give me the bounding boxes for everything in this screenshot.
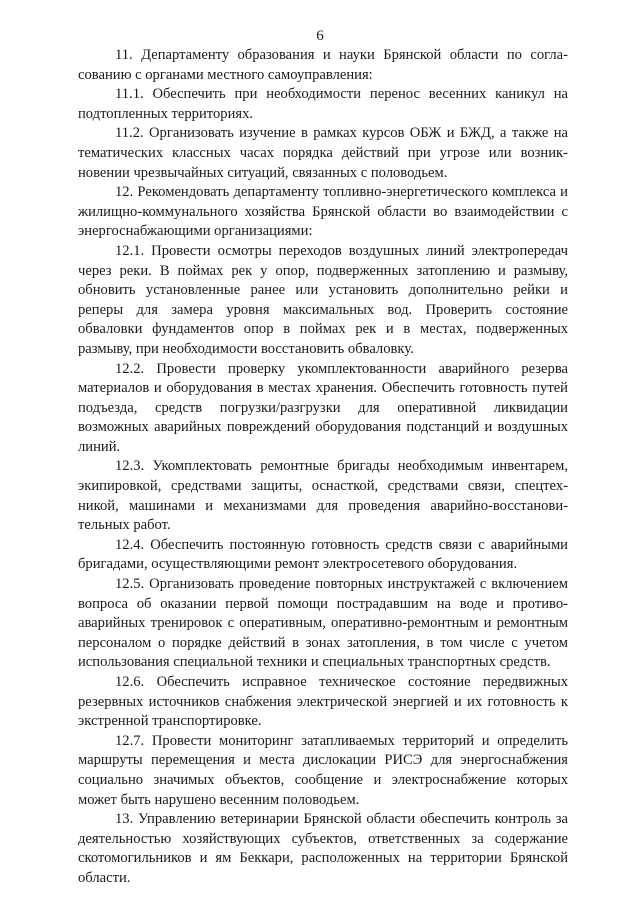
paragraph-12-5: 12.5. Организовать проведение повторных инструктажей с включением вопроса об оказании первой помощи пострадавшим на воде и противо-аварийных тренировок с оперативным, оперативно-ремонтным и ремонтным персоналом о порядке действий в зонах затопления, в том числе с учетом использования специальной техники и специальных транспортных средств. <box>78 576 568 671</box>
paragraph-12-2: 12.2. Провести проверку укомплектованности аварийного резерва материалов и оборудования в местах хранения. Обеспечить готовность путей подъезда, средств погрузки/разгрузки для оперативной ликвидации возможных аварийных повреждений оборудования подстанций и воздушных линий. <box>78 360 568 455</box>
paragraph-11-1: 11.1. Обеспечить при необходимости перенос весенних каникул на подтопленных территориях. <box>78 86 568 122</box>
paragraph-12-4: 12.4. Обеспечить постоянную готовность средств связи с аварийными бригадами, осуществляющими ремонт электросетевого оборудования. <box>78 536 568 573</box>
paragraph-12-1: 12.1. Провести осмотры переходов воздушных линий электропередач через реки. В поймах рек у опор, подверженных затоплению и размыву, обновить установленные ранее или установить дополнительно рейки и реперы для замера уровня максимальных вод. Проверить состояние обваловки фундаментов опор в поймах рек и в местах, подверженных размыву, при необходимости восстановить обваловку. <box>78 242 568 357</box>
paragraph-12-3: 12.3. Укомплектовать ремонтные бригады необходимым инвентарем, экипировкой, средствами защиты, оснасткой, средствами связи, спецтех-никой, машинами и механизмами для проведения аварийно-восстанови-тельных работ. <box>78 458 568 534</box>
paragraph-12: 12. Рекомендовать департаменту топливно-энергетического комплекса и жилищно-коммунального хозяйства Брянской области во взаимодействии с энергоснабжающими организациями: <box>78 184 568 240</box>
paragraph-11: 11. Департаменту образования и науки Брянской области по согла-сованию с органами местного самоуправления: <box>78 47 568 83</box>
paragraph-13: 13. Управлению ветеринарии Брянской области обеспечить контроль за деятельностью хозяйствующих субъектов, ответственных за содержание скотомогильников и ям Беккари, расположенных на территории Брянской области. <box>78 811 568 886</box>
paragraph-12-7: 12.7. Провести мониторинг затапливаемых территорий и определить маршруты перемещения и места дислокации РИСЭ для энергоснабжения социально значимых объектов, сообщение и электроснабжение которых может быть нарушено весенним половодьем. <box>78 732 568 808</box>
page-number: 6 <box>316 28 324 44</box>
document-body <box>78 46 568 889</box>
paragraph-12-6: 12.6. Обеспечить исправное техническое состояние передвижных резервных источников снабжения электрической энергией и их готовность к экстренной транспортировке. <box>78 674 568 730</box>
paragraph-11-2: 11.2. Организовать изучение в рамках курсов ОБЖ и БЖД, а также на тематических классных часах порядка действий при угрозе или возник-новении чрезвычайных ситуаций, связанных с половодьем. <box>78 125 568 181</box>
